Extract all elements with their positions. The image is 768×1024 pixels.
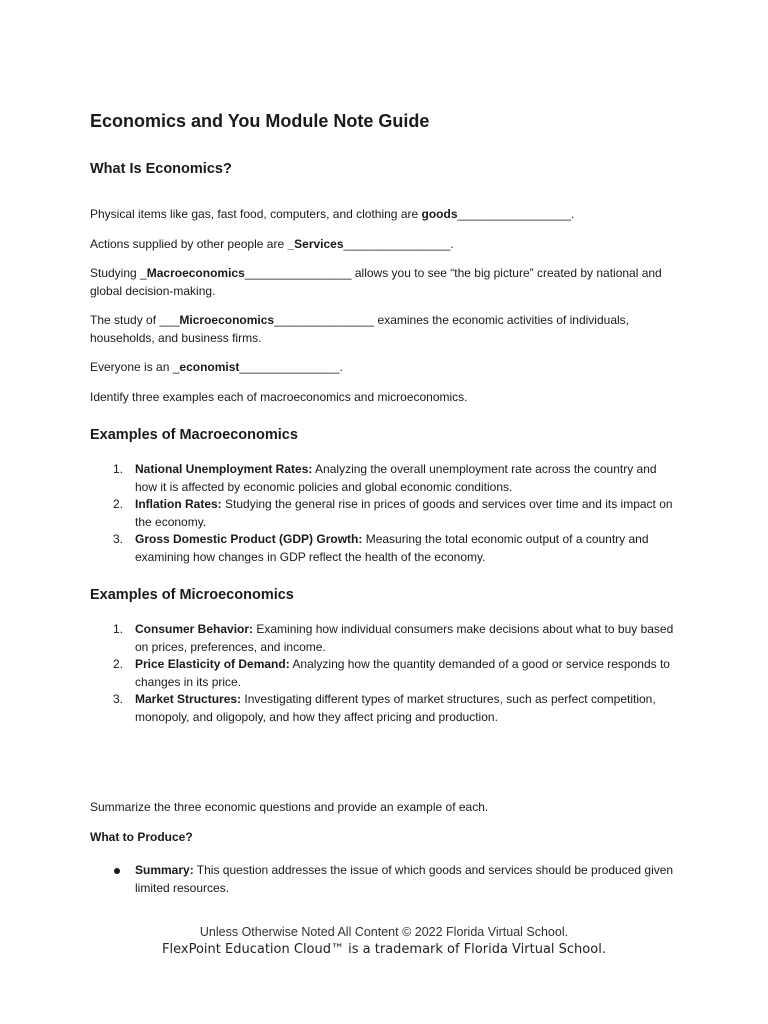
document-page xyxy=(90,108,680,897)
summarize-prompt: Summarize the three economic questions and provide an example of each. xyxy=(90,800,489,814)
macro-examples-list xyxy=(90,461,680,566)
document-title: Economics and You Module Note Guide xyxy=(90,111,430,131)
footer-copyright: Unless Otherwise Noted All Content © 2022 Florida Virtual School. xyxy=(199,925,569,939)
footer-trademark: FlexPoint Education Cloud™ is a trademark of Florida Virtual School. xyxy=(162,942,606,957)
identify-prompt: Identify three examples each of macroeconomics and microeconomics. xyxy=(90,389,468,404)
answer-macroeconomics: Macroeconomics xyxy=(146,266,245,280)
list-item: 2. Price Elasticity of Demand: Analyzing how the quantity demanded of a good or service responds to changes in its price. xyxy=(113,657,670,689)
fill-in-microeconomics: The study of ___Microeconomics_______________ examines the economic activities of individuals, households, and business firms. xyxy=(90,313,629,345)
list-item: 2. Inflation Rates: Studying the general rise in prices of goods and services over time and its impact on the economy. xyxy=(113,497,673,529)
answer-goods: goods xyxy=(421,207,458,221)
section-heading-microeconomics: Examples of Microeconomics xyxy=(90,587,294,603)
list-item: Summary: This question addresses the issue of which goods and services should be produced given limited resources. xyxy=(90,862,680,897)
section-heading-what-is-economics: What Is Economics? xyxy=(90,161,232,177)
fill-in-list xyxy=(90,206,680,406)
answer-economist: economist xyxy=(179,360,240,374)
answer-services: _Services xyxy=(287,236,344,251)
bullet-icon xyxy=(114,868,120,874)
produce-bullet-list xyxy=(90,862,680,897)
list-item: 1. Consumer Behavior: Examining how individual consumers make decisions about what to buy based on prices, preferences, and income. xyxy=(113,622,674,654)
fill-in-economist: Everyone is an _economist_______________. xyxy=(90,360,343,374)
micro-examples-list xyxy=(90,621,680,726)
list-item: 1. National Unemployment Rates: Analyzing the overall unemployment rate across the country and how it is affected by economic policies and global economic conditions. xyxy=(113,462,657,494)
fill-in-services: Actions supplied by other people are _Services________________. xyxy=(90,236,454,251)
list-item: 3. Market Structures: Investigating different types of market structures, such as perfect competition, monopoly, and oligopoly, and how they affect pricing and production. xyxy=(113,692,656,724)
subheading-what-to-produce: What to Produce? xyxy=(90,829,193,844)
fill-in-goods: Physical items like gas, fast food, computers, and clothing are goods_________________. xyxy=(90,207,575,221)
answer-microeconomics: Microeconomics xyxy=(179,313,275,327)
section-heading-macroeconomics: Examples of Macroeconomics xyxy=(90,427,298,443)
fill-in-macroeconomics: Studying _Macroeconomics________________ allows you to see “the big picture” created by national and global decision-making. xyxy=(90,266,662,298)
list-item: 3. Gross Domestic Product (GDP) Growth: Measuring the total economic output of a country and examining how changes in GDP reflect the health of the economy. xyxy=(113,532,649,564)
